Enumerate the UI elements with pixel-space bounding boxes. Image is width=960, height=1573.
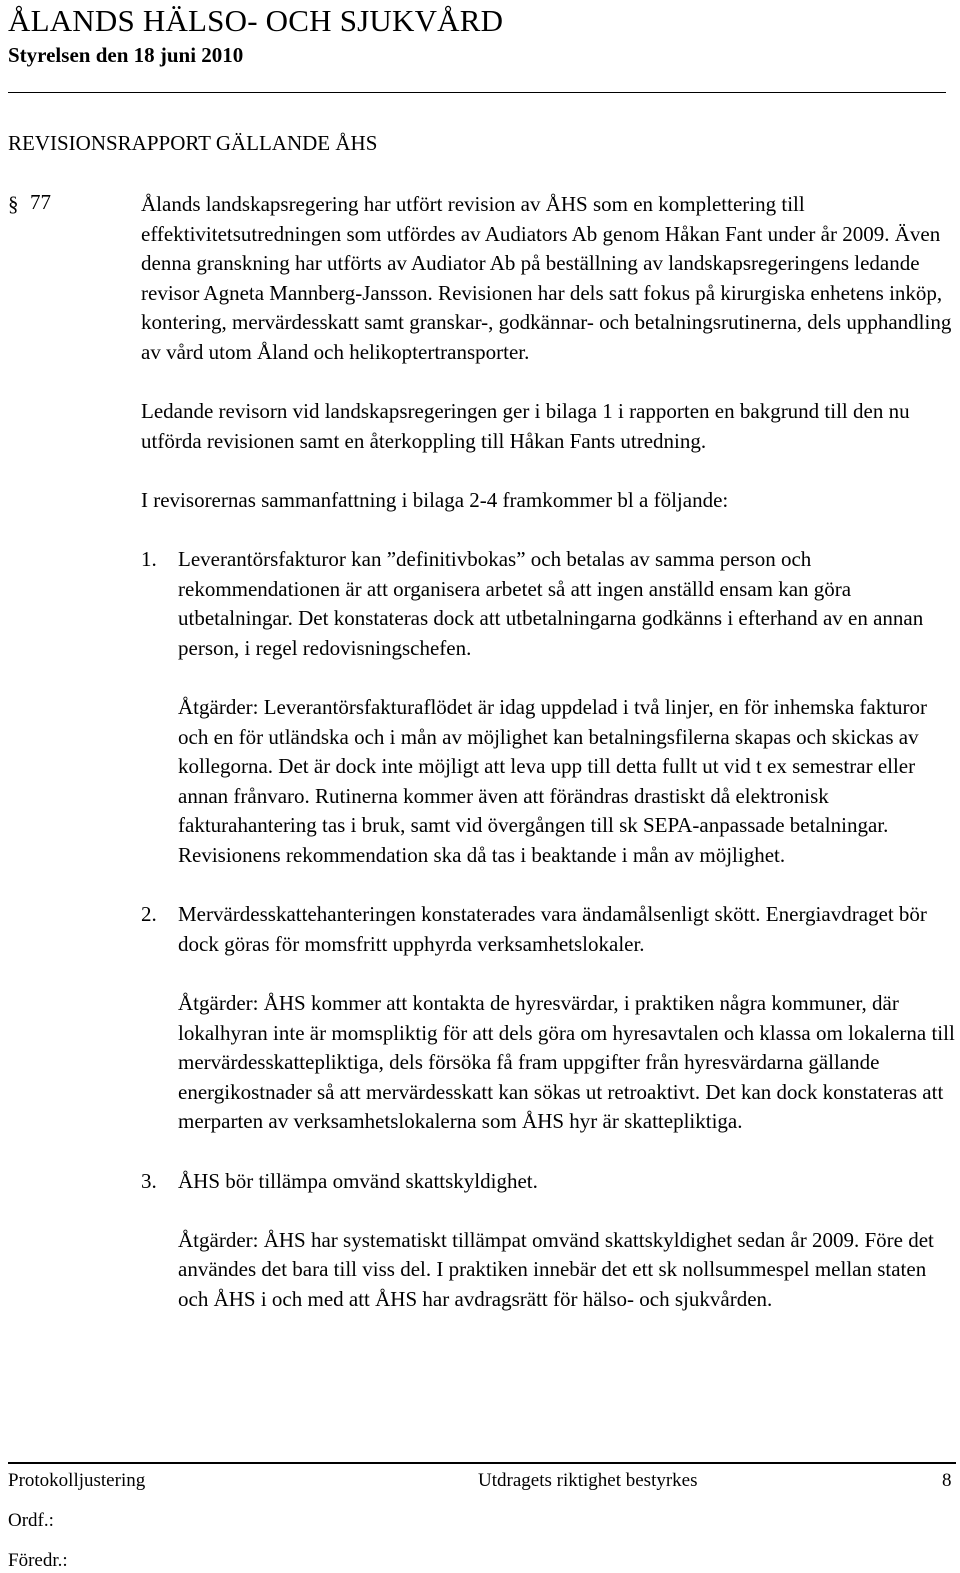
footer-divider [8,1462,956,1464]
item-number: 3. [141,1168,157,1193]
intro-paragraph: Ålands landskapsregering har utfört revision av ÅHS som en komplettering till effektivitetsutredningen som utfördes av Audiators Ab genom Håkan Fant under år 2009. Även denna granskning har utförts av Audiator Ab på beställning av landskapsregeringens ledande revisor Agneta Mannberg-Jansson. Revisionen har dels satt fokus på kirurgiska enhetens inköp, kontering, mervärdesskatt samt granskar-, godkännar- och betalningsrutinerna, dels upphandling av vård utom Åland och helikoptertransporter. [141,192,952,364]
page-number: 8 [942,1470,952,1491]
item-number: 2. [141,902,157,927]
meeting-date: Styrelsen den 18 juni 2010 [8,43,244,67]
organization-title: ÅLANDS HÄLSO- OCH SJUKVÅRD [8,3,504,38]
section-body [141,190,957,1315]
item-number: 1. [141,547,157,572]
list-item [141,900,957,959]
item-action: Åtgärder: ÅHS har systematiskt tillämpat omvänd skattskyldighet sedan år 2009. Före det användes det bara till viss del. I praktiken innebär det ett sk nollsummespel mellan staten och ÅHS i och med att ÅHS har avdragsrätt för hälso- och sjukvården. [178,1227,934,1311]
summary-intro: I revisorernas sammanfattning i bilaga 2-4 framkommer bl a följande: [141,487,729,512]
background-paragraph: Ledande revisorn vid landskapsregeringen ger i bilaga 1 i rapporten en bakgrund till den nu utförda revisionen samt en återkoppling till Håkan Fants utredning. [141,399,910,453]
protocol-adjustment-label: Protokolljustering [8,1470,146,1491]
list-item [141,1167,957,1197]
list-item [141,545,957,663]
header-divider [8,92,946,93]
section-title: REVISIONSRAPPORT GÄLLANDE ÅHS [8,131,378,155]
item-action: Åtgärder: ÅHS kommer att kontakta de hyresvärdar, i praktiken några kommuner, där lokalhyran inte är momspliktig för att dels göra om hyresavtalen och klassa om lokalerna till mervärdesskattepliktiga, dels försöka få fram uppgifter från hyresvärdarna gällande energikostnader så att mervärdesskatt kan sökas ut retroaktivt. Det kan dock konstateras att merparten av verksamhetslokalerna som ÅHS hyr är skattepliktiga. [178,991,955,1134]
chairman-label: Ordf.: [8,1510,54,1531]
certification-label: Utdragets riktighet bestyrkes [478,1470,698,1491]
item-text: Leverantörsfakturor kan ”definitivbokas” och betalas av samma person och rekommendationen är att organisera arbetet så att ingen anställd ensam kan göra utbetalningar. Det konstateras dock att utbetalningarna godkänns i efterhand av en annan person, i regel redovisningschefen. [178,547,924,660]
presenter-label: Föredr.: [8,1550,68,1571]
paragraph-mark: § [8,192,19,216]
item-text: ÅHS bör tillämpa omvänd skattskyldighet. [178,1168,538,1193]
paragraph-number: 77 [30,190,51,214]
item-action: Åtgärder: Leverantörsfakturaflödet är idag uppdelad i två linjer, en för inhemska fakturor och en för utländska och i mån av möjlighet kan betalningsfilerna skapas och skickas av kollegorna. Det är dock inte möjligt att leva upp till detta fullt ut vid t ex semestrar eller annan frånvaro. Rutinerna kommer även att förändras drastiskt då elektronisk fakturahantering tas i bruk, samt vid övergången till sk SEPA-anpassade betalningar. Revisionens rekommendation ska då tas i beaktande i mån av möjlighet. [178,695,928,868]
item-text: Mervärdesskattehanteringen konstaterades vara ändamålsenligt skött. Energiavdraget bör dock göras för momsfritt upphyrda verksamhetslokaler. [178,902,927,956]
